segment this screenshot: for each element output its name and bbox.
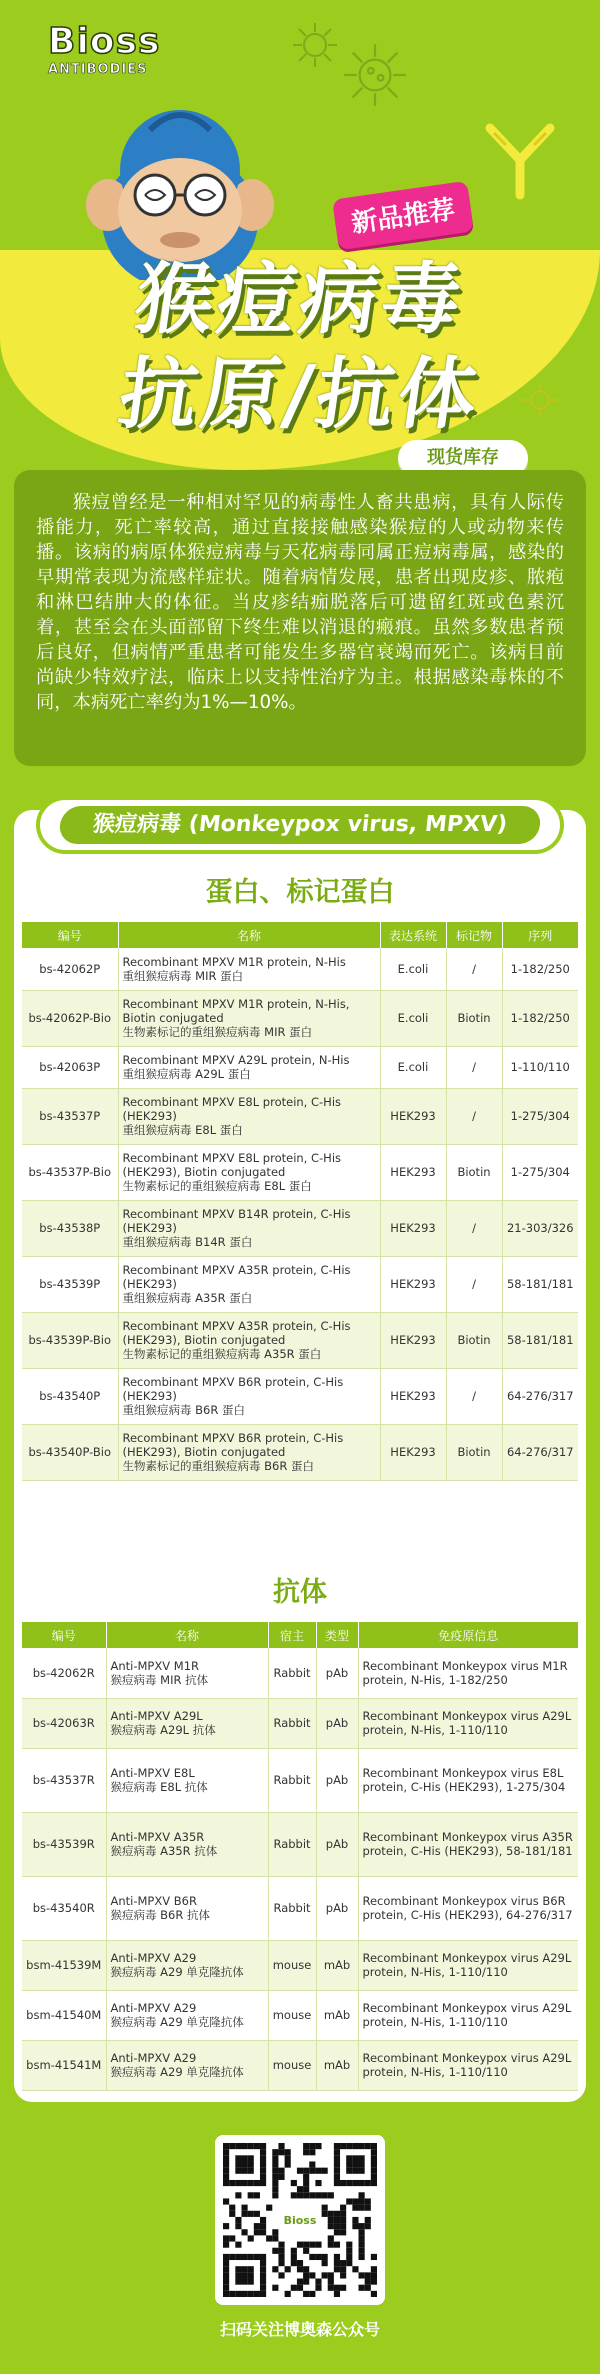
name-cn: 重组猴痘病毒 A35R 蛋白 [122,1291,253,1305]
product-id-cell: bs-43539P [22,1256,118,1312]
expression-system-cell: E.coli [380,948,446,990]
label-cell: Biotin [446,990,502,1046]
label-cell: / [446,1256,502,1312]
name-en: Recombinant MPXV E8L protein, C-His (HEK293) [122,1095,341,1123]
sequence-cell: 1-275/304 [502,1144,578,1200]
product-name-cell [106,1940,268,1990]
table-row [22,1698,578,1748]
name-en: Recombinant MPXV A35R protein, C-His (HEK293), Biotin conjugated [122,1319,351,1347]
table-row [22,1990,578,2040]
name-cn: 猴痘病毒 A29 单克隆抗体 [110,2015,244,2029]
product-id-cell: bs-42062P-Bio [22,990,118,1046]
label-cell: Biotin [446,1144,502,1200]
product-id-cell: bs-43539P-Bio [22,1312,118,1368]
column-header: 编号 [22,922,118,948]
immunogen-cell: Recombinant Monkeypox virus E8L protein, C-His (HEK293), 1-275/304 [358,1748,578,1812]
product-name-cell [118,1144,380,1200]
sequence-cell: 64-276/317 [502,1368,578,1424]
product-id-cell: bsm-41540M [22,1990,106,2040]
in-stock-tag: 现货库存 [398,440,528,476]
product-id-cell: bs-42062P [22,948,118,990]
expression-system-cell: HEK293 [380,1144,446,1200]
product-id-cell: bsm-41539M [22,1940,106,1990]
table-row [22,1144,578,1200]
column-header: 免疫原信息 [358,1622,578,1648]
expression-system-cell: HEK293 [380,1424,446,1480]
table-row [22,1940,578,1990]
name-cn: 生物素标记的重组猴痘病毒 E8L 蛋白 [122,1179,312,1193]
column-header: 宿主 [268,1622,316,1648]
name-en: Anti-MPXV M1R [110,1658,199,1673]
expression-system-cell: HEK293 [380,1256,446,1312]
name-en: Anti-MPXV B6R [110,1894,197,1908]
immunogen-cell: Recombinant Monkeypox virus M1R protein, N-His, 1-182/250 [358,1648,578,1698]
qr-caption: 扫码关注博奥森公众号 [219,2320,380,2339]
product-name-cell [106,1990,268,2040]
host-cell: mouse [268,1940,316,1990]
column-header: 名称 [106,1622,268,1648]
host-cell: Rabbit [268,1698,316,1748]
product-name-cell [106,1648,268,1698]
type-cell: mAb [316,1990,358,2040]
product-name-cell [118,1368,380,1424]
product-id-cell: bs-42062R [22,1648,106,1698]
type-cell: mAb [316,2040,358,2090]
section-title: 猴痘病毒 (Monkeypox virus, MPXV) [58,806,542,844]
product-id-cell: bs-43537P [22,1088,118,1144]
virus-icon [340,40,410,110]
name-cn: 猴痘病毒 A29 单克隆抗体 [110,1965,244,1979]
immunogen-cell: Recombinant Monkeypox virus B6R protein, C-His (HEK293), 64-276/317 [358,1876,578,1940]
table-row [22,1748,578,1812]
name-en: Recombinant MPXV B14R protein, C-His (HEK293) [122,1207,351,1235]
product-id-cell: bs-43538P [22,1200,118,1256]
name-en: Anti-MPXV A29 [110,2051,197,2065]
name-cn: 重组猴痘病毒 MIR 蛋白 [122,968,244,983]
label-cell: / [446,1368,502,1424]
product-id-cell: bs-43540P-Bio [22,1424,118,1480]
product-id-cell: bs-43540R [22,1876,106,1940]
name-cn: 猴痘病毒 A29L 抗体 [110,1723,216,1737]
product-name-cell [118,1046,380,1088]
table-row [22,1812,578,1876]
type-cell: mAb [316,1940,358,1990]
label-cell: / [446,948,502,990]
product-name-cell [118,948,380,990]
product-name-cell [118,1312,380,1368]
protein-section-title: 蛋白、标记蛋白 [205,877,395,908]
table-row [22,1876,578,1940]
section-header [40,800,560,850]
immunogen-cell: Recombinant Monkeypox virus A29L protein, N-His, 1-110/110 [358,1940,578,1990]
column-header: 类型 [316,1622,358,1648]
table-row [22,1648,578,1698]
host-cell: Rabbit [268,1648,316,1698]
host-cell: mouse [268,2040,316,2090]
table-row [22,1312,578,1368]
product-name-cell [118,990,380,1046]
name-en: Recombinant MPXV A35R protein, C-His (HEK293) [122,1263,351,1291]
page-title-line1: 猴痘病毒 [129,255,471,345]
protein-table [22,922,578,1481]
product-id-cell: bs-42063P [22,1046,118,1088]
antibody-section-title: 抗体 [273,1577,327,1608]
name-cn: 猴痘病毒 MIR 抗体 [110,1672,209,1687]
product-name-cell [106,1876,268,1940]
name-en: Anti-MPXV A29 [110,1951,197,1965]
name-en: Recombinant MPXV B6R protein, C-His (HEK293), Biotin conjugated [122,1431,344,1459]
table-row [22,1424,578,1480]
name-cn: 猴痘病毒 A35R 抗体 [110,1844,218,1858]
name-en: Anti-MPXV E8L [110,1766,195,1780]
sequence-cell: 1-182/250 [502,990,578,1046]
name-cn: 生物素标记的重组猴痘病毒 MIR 蛋白 [122,1025,313,1039]
product-id-cell: bs-43539R [22,1812,106,1876]
sequence-cell: 58-181/181 [502,1312,578,1368]
immunogen-cell: Recombinant Monkeypox virus A35R protein, C-His (HEK293), 58-181/181 [358,1812,578,1876]
column-header: 表达系统 [380,922,446,948]
intro-paragraph: 猴痘曾经是一种相对罕见的病毒性人畜共患病，具有人际传播能力，死亡率较高，通过直接接触感染猴痘的人或动物来传播。该病的病原体猴痘病毒与天花病毒同属正痘病毒属，感染的早期常表现为流感样症状。随着病情发展，患者出现皮疹、脓疱和淋巴结肿大的体征。当皮疹结痂脱落后可遗留红斑或色素沉着，甚至会在头面部留下终生难以消退的瘢痕。虽然多数患者预后良好，但病情严重患者可能发生多器官衰竭而死亡。该病目前尚缺少特效疗法，临床上以支持性治疗为主。根据感染毒株的不同，本病死亡率约为1%—10%。 [14,470,586,766]
expression-system-cell: E.coli [380,990,446,1046]
name-en: Recombinant MPXV M1R protein, N-His [122,954,346,969]
product-id-cell: bs-43540P [22,1368,118,1424]
column-header: 序列 [502,922,578,948]
sequence-cell: 58-181/181 [502,1256,578,1312]
name-cn: 重组猴痘病毒 E8L 蛋白 [122,1123,243,1137]
table-row [22,1256,578,1312]
name-en: Recombinant MPXV A29L protein, N-His [122,1053,350,1067]
qr-logo-text: Bioss [283,2214,317,2227]
table-row [22,1200,578,1256]
expression-system-cell: HEK293 [380,1368,446,1424]
host-cell: Rabbit [268,1812,316,1876]
table-row [22,948,578,990]
table-row [22,1368,578,1424]
sequence-cell: 21-303/326 [502,1200,578,1256]
host-cell: Rabbit [268,1876,316,1940]
logo-sub-text: ANTIBODIES [48,62,148,77]
sequence-cell: 1-182/250 [502,948,578,990]
expression-system-cell: E.coli [380,1046,446,1088]
name-en: Recombinant MPXV M1R protein, N-His, Biotin conjugated [122,997,350,1025]
antibody-table [22,1622,578,2091]
table-row [22,2040,578,2090]
column-header: 名称 [118,922,380,948]
table-row [22,1046,578,1088]
column-header: 编号 [22,1622,106,1648]
table-row [22,1088,578,1144]
sequence-cell: 64-276/317 [502,1424,578,1480]
immunogen-cell: Recombinant Monkeypox virus A29L protein, N-His, 1-110/110 [358,2040,578,2090]
product-id-cell: bs-43537P-Bio [22,1144,118,1200]
table-row [22,990,578,1046]
type-cell: pAb [316,1698,358,1748]
name-cn: 猴痘病毒 A29 单克隆抗体 [110,2065,244,2079]
logo-main-text: Bioss [48,21,161,62]
label-cell: / [446,1088,502,1144]
table-header-row [22,1622,578,1648]
expression-system-cell: HEK293 [380,1312,446,1368]
column-header: 标记物 [446,922,502,948]
name-cn: 猴痘病毒 B6R 抗体 [110,1908,211,1922]
expression-system-cell: HEK293 [380,1200,446,1256]
qr-code[interactable] [215,2135,385,2305]
name-cn: 重组猴痘病毒 A29L 蛋白 [122,1067,251,1081]
antibody-icon [475,110,565,200]
type-cell: pAb [316,1812,358,1876]
label-cell: / [446,1046,502,1088]
product-id-cell: bs-43537R [22,1748,106,1812]
label-cell: / [446,1200,502,1256]
name-cn: 重组猴痘病毒 B6R 蛋白 [122,1403,246,1417]
product-id-cell: bsm-41541M [22,2040,106,2090]
name-en: Anti-MPXV A35R [110,1830,205,1844]
table-header-row [22,922,578,948]
immunogen-cell: Recombinant Monkeypox virus A29L protein, N-His, 1-110/110 [358,1698,578,1748]
name-cn: 生物素标记的重组猴痘病毒 A35R 蛋白 [122,1347,322,1361]
label-cell: Biotin [446,1312,502,1368]
new-product-tag: 新品推荐 [332,181,474,250]
product-name-cell [118,1424,380,1480]
bioss-logo [48,22,178,82]
immunogen-cell: Recombinant Monkeypox virus A29L protein, N-His, 1-110/110 [358,1990,578,2040]
expression-system-cell: HEK293 [380,1088,446,1144]
name-en: Recombinant MPXV B6R protein, C-His (HEK293) [122,1375,344,1403]
product-name-cell [118,1088,380,1144]
product-name-cell [106,1812,268,1876]
name-en: Anti-MPXV A29L [110,1709,203,1723]
name-cn: 猴痘病毒 E8L 抗体 [110,1780,208,1794]
label-cell: Biotin [446,1424,502,1480]
product-name-cell [106,2040,268,2090]
page-title-line2: 抗原/抗体 [113,350,487,440]
name-cn: 重组猴痘病毒 B14R 蛋白 [122,1235,253,1249]
name-en: Anti-MPXV A29 [110,2001,197,2015]
product-name-cell [118,1200,380,1256]
type-cell: pAb [316,1748,358,1812]
qr-code-icon [223,2143,377,2297]
name-cn: 生物素标记的重组猴痘病毒 B6R 蛋白 [122,1459,315,1473]
type-cell: pAb [316,1648,358,1698]
name-en: Recombinant MPXV E8L protein, C-His (HEK293), Biotin conjugated [122,1151,341,1179]
sequence-cell: 1-275/304 [502,1088,578,1144]
product-name-cell [106,1698,268,1748]
product-name-cell [106,1748,268,1812]
host-cell: mouse [268,1990,316,2040]
type-cell: pAb [316,1876,358,1940]
host-cell: Rabbit [268,1748,316,1812]
product-name-cell [118,1256,380,1312]
sequence-cell: 1-110/110 [502,1046,578,1088]
product-id-cell: bs-42063R [22,1698,106,1748]
virus-icon [290,20,340,70]
monkey-mascot-icon [80,100,280,280]
